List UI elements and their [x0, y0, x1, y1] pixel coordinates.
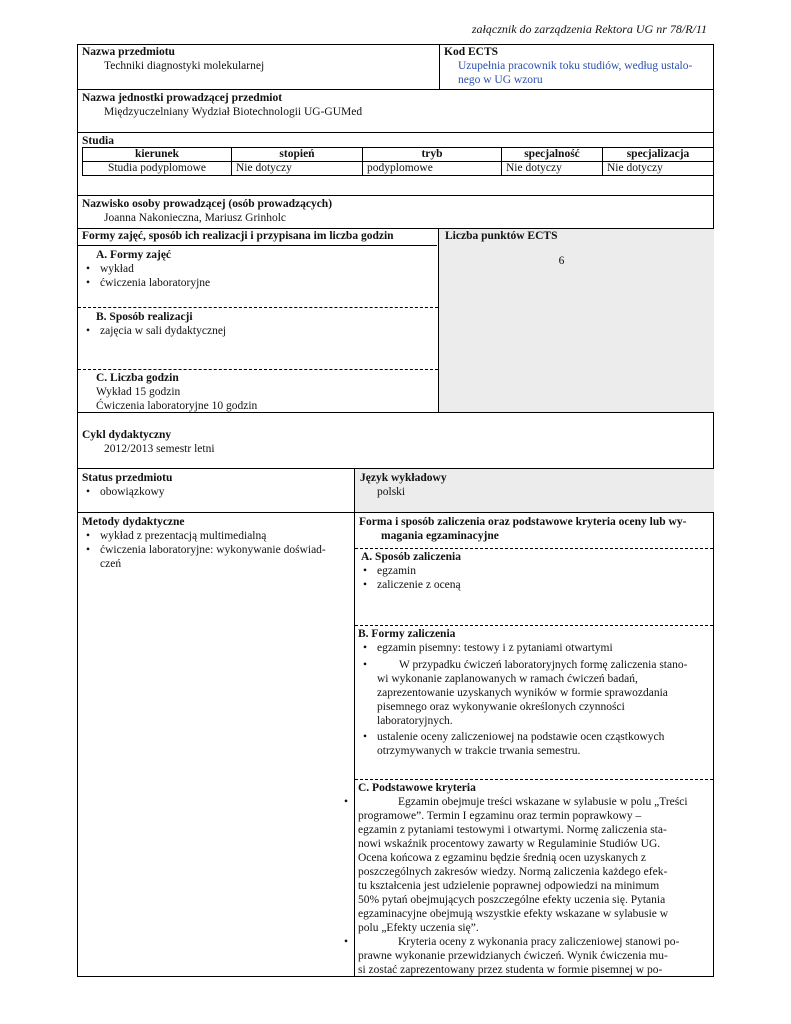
- unit-label: Nazwa jednostki prowadzącej przedmiot: [82, 92, 283, 104]
- c2-line: prawne wykonanie przewidzianych ćwiczeń. Wynik ćwiczenia mu-: [358, 950, 668, 962]
- cycle-value: 2012/2013 semestr letni: [104, 443, 215, 455]
- forms-b-label: B. Sposób realizacji: [96, 311, 193, 323]
- forms-b: [96, 310, 436, 324]
- status-item: • obowiązkowy: [100, 485, 353, 499]
- forms-a-item: • wykład: [100, 262, 433, 276]
- studies-table: [82, 147, 714, 176]
- status-list: [78, 485, 353, 499]
- cycle-cell: [82, 428, 710, 456]
- b2-line: pisemnego oraz wykonywanie określonych czynności: [377, 701, 625, 713]
- language-value: polski: [377, 486, 406, 498]
- course-name-value: Techniki diagnostyki molekularnej: [104, 60, 265, 72]
- unit-cell: [82, 91, 710, 119]
- ects-points-value: 6: [558, 255, 565, 267]
- assessment-header: [359, 515, 711, 543]
- ects-code-label: Kod ECTS: [444, 46, 499, 58]
- b3-line: otrzymywanych w trakcie trwania semestru.: [377, 745, 581, 757]
- c1-line: egzamin z pytaniami testowymi i otwartymi. Normę zaliczenia sta-: [358, 824, 667, 836]
- c1-line: Ocena końcowa z egzaminu będzie średnią ocen uzyskanych z: [358, 852, 647, 864]
- lecturers-value: Joanna Nakonieczna, Mariusz Grinholc: [104, 212, 287, 224]
- assessment-label-line2: magania egzaminacyjne: [381, 530, 499, 542]
- studies-data-row: [83, 162, 714, 176]
- assessment-b-item: • egzamin pisemny: testowy i z pytaniami otwartymi: [377, 641, 711, 655]
- cell-specjalizacja: Nie dotyczy: [603, 162, 714, 176]
- cell-tryb: podyplomowe: [363, 162, 502, 176]
- b3-line: ustalenie oceny zaliczeniowej na podstawie ocen cząstkowych: [377, 731, 665, 743]
- methods-list: [78, 529, 350, 571]
- c1-line: 50% pytań obejmujących poszczególne efekty uczenia się. Pytania: [358, 894, 666, 906]
- ects-points-label: Liczba punktów ECTS: [445, 230, 558, 242]
- ects-code-note-line1: Uzupełnia pracownik toku studiów, według ustalo-: [458, 60, 693, 72]
- language-label: Język wykładowy: [360, 472, 447, 484]
- forms-c-label: C. Liczba godzin: [96, 372, 179, 384]
- col-tryb: tryb: [363, 148, 502, 162]
- methods-cell: [82, 515, 350, 529]
- course-name-cell: [82, 45, 437, 73]
- ects-code-cell: [444, 45, 712, 87]
- methods-label: Metody dydaktyczne: [82, 516, 185, 528]
- unit-value: Międzyuczelniany Wydział Biotechnologii UG-GUMed: [104, 106, 363, 118]
- forms-b-item: • zajęcia w sali dydaktycznej: [100, 324, 433, 338]
- cell-stopien: Nie dotyczy: [232, 162, 363, 176]
- b2-line: laboratoryjnych.: [377, 715, 453, 727]
- status-cell: [82, 471, 352, 485]
- methods-item2-line2: czeń: [100, 558, 122, 570]
- language-cell: [355, 469, 714, 512]
- col-specjalnosc: specjalność: [502, 148, 603, 162]
- cell-kierunek: Studia podyplomowe: [83, 162, 232, 176]
- assessment-a-item: • egzamin: [377, 564, 711, 578]
- assessment-b: [358, 627, 711, 641]
- b2-line: W przypadku ćwiczeń laboratoryjnych formę zaliczenia stano-: [399, 659, 688, 671]
- studies-label: [82, 134, 114, 148]
- c1-line: poszczególnych zakresów wiedzy. Normą zaliczenia każdego efek-: [358, 866, 668, 878]
- assessment-a-list: [355, 564, 711, 592]
- forms-cell: [82, 229, 434, 243]
- forms-a: [96, 248, 436, 262]
- assessment-c-list: [342, 795, 712, 977]
- forms-a-list: [78, 262, 433, 290]
- ects-code-note-line2: nego w UG wzoru: [458, 74, 543, 86]
- c1-line: nowi wskaźnik procentowy zawarty w Regulaminie Studiów UG.: [358, 838, 661, 850]
- header-note: załącznik do zarządzenia Rektora UG nr 78/R/11: [471, 22, 707, 36]
- assessment-c: [358, 781, 711, 795]
- methods-item: • wykład z prezentacją multimedialną: [100, 529, 350, 543]
- c1-line: Egzamin obejmuje treści wskazane w sylabusie w polu „Treści: [398, 796, 688, 808]
- b2-line: zaprezentowanie uzyskanych wyników w formie sprawozdania: [377, 687, 668, 699]
- cycle-label: Cykl dydaktyczny: [82, 429, 172, 441]
- syllabus-form: [77, 44, 714, 977]
- lecturers-label: Nazwisko osoby prowadzącej (osób prowadzących): [82, 198, 333, 210]
- c1-line: polu „Efekty uczenia się”.: [358, 922, 479, 934]
- forms-b-list: [78, 324, 433, 338]
- methods-item2-line1: ćwiczenia laboratoryjne: wykonywanie doświad-: [100, 544, 326, 556]
- forms-a-label: A. Formy zajęć: [96, 249, 172, 261]
- assessment-c-item: [358, 935, 712, 977]
- forms-c: [96, 371, 436, 413]
- methods-item: [100, 543, 350, 571]
- col-specjalizacja: specjalizacja: [603, 148, 714, 162]
- assessment-b-item: [377, 658, 711, 728]
- col-kierunek: kierunek: [83, 148, 232, 162]
- assessment-c-label: C. Podstawowe kryteria: [358, 782, 476, 794]
- forms-a-item: • ćwiczenia laboratoryjne: [100, 276, 433, 290]
- assessment-a-item: • zaliczenie z oceną: [377, 578, 711, 592]
- c1-line: tu kształcenia jest udzielenie poprawnej odpowiedzi na minimum: [358, 880, 660, 892]
- c2-line: si zostać zaprezentowany przez studenta w formie pisemnej w po-: [358, 964, 663, 976]
- forms-c-line: Wykład 15 godzin: [96, 386, 181, 398]
- course-name-label: Nazwa przedmiotu: [82, 46, 175, 58]
- studies-label-text: Studia: [82, 135, 114, 147]
- c2-line: Kryteria oceny z wykonania pracy zaliczeniowej stanowi po-: [398, 936, 680, 948]
- status-label: Status przedmiotu: [82, 472, 173, 484]
- assessment-b-label: B. Formy zaliczenia: [358, 628, 456, 640]
- c1-line: egzaminacyjne obejmują wszystkie efekty wskazane w sylabusie w: [358, 908, 669, 920]
- cell-specjalnosc: Nie dotyczy: [502, 162, 603, 176]
- b2-line: wi wykonanie zaplanowanych w ramach ćwiczeń badań,: [377, 673, 638, 685]
- assessment-b-item: [377, 730, 711, 758]
- studies-header-row: [83, 148, 714, 162]
- assessment-label-line1: Forma i sposób zaliczenia oraz podstawowe kryteria oceny lub wy-: [359, 516, 687, 528]
- assessment-a-label: A. Sposób zaliczenia: [361, 551, 461, 563]
- col-stopien: stopień: [232, 148, 363, 162]
- forms-label: Formy zajęć, sposób ich realizacji i przypisana im liczba godzin: [82, 230, 394, 242]
- lecturers-cell: [82, 197, 710, 225]
- assessment-c-item: [358, 795, 712, 935]
- assessment-b-list: [355, 641, 711, 758]
- assessment-a: [361, 550, 711, 564]
- ects-points-cell: [439, 229, 714, 412]
- forms-c-line: Ćwiczenia laboratoryjne 10 godzin: [96, 400, 258, 412]
- c1-line: programowe”. Termin I egzaminu oraz termin poprawkowy –: [358, 810, 642, 822]
